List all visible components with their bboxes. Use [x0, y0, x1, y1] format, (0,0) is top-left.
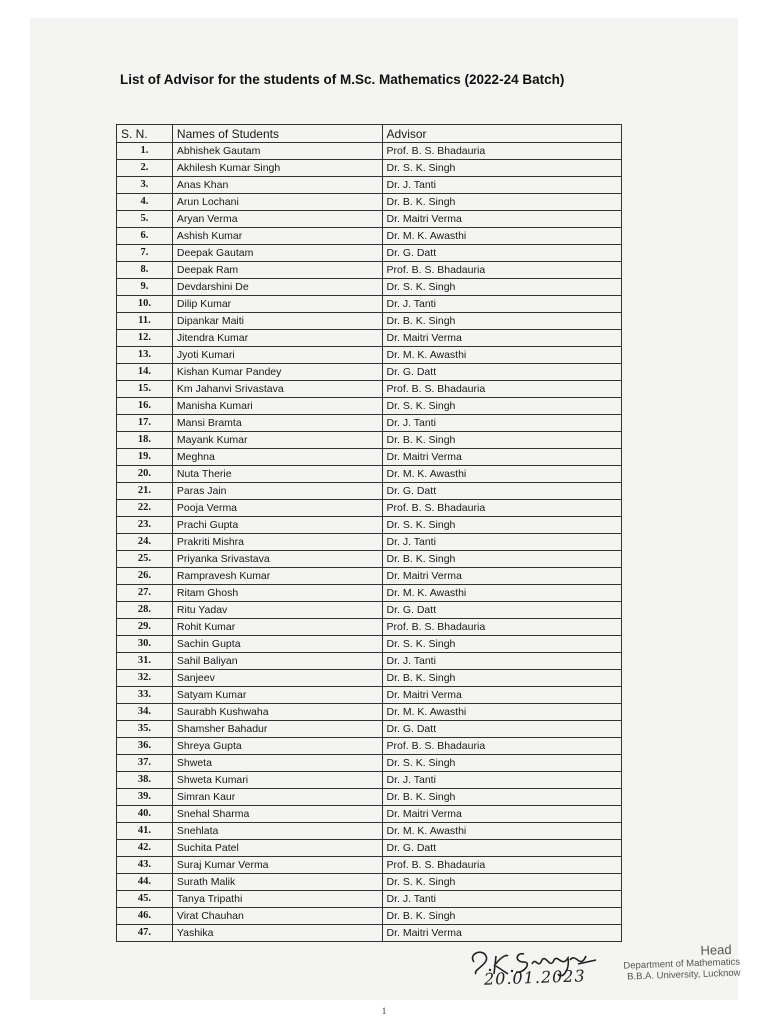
student-name: Saurabh Kushwaha: [172, 704, 382, 721]
student-name: Suraj Kumar Verma: [172, 857, 382, 874]
table-row: [117, 874, 622, 891]
student-name: Ritam Ghosh: [172, 585, 382, 602]
student-name: Suchita Patel: [172, 840, 382, 857]
student-number: 44.: [117, 874, 173, 891]
student-name: Virat Chauhan: [172, 908, 382, 925]
department-stamp: [599, 942, 740, 984]
student-number: 34.: [117, 704, 173, 721]
student-name: Sachin Gupta: [172, 636, 382, 653]
table-row: [117, 211, 622, 228]
advisor-name: Dr. G. Datt: [382, 364, 621, 381]
header-names-of-students: Names of Students: [172, 125, 382, 143]
table-row: [117, 551, 622, 568]
student-name: Sahil Baliyan: [172, 653, 382, 670]
table-row: [117, 466, 622, 483]
student-number: 4.: [117, 194, 173, 211]
table-row: [117, 636, 622, 653]
advisor-name: Dr. Maitri Verma: [382, 330, 621, 347]
student-name: Priyanka Srivastava: [172, 551, 382, 568]
advisor-name: Dr. S. K. Singh: [382, 517, 621, 534]
student-name: Dipankar Maiti: [172, 313, 382, 330]
table-row: [117, 381, 622, 398]
advisor-name: Dr. S. K. Singh: [382, 279, 621, 296]
table-row: [117, 738, 622, 755]
student-number: 10.: [117, 296, 173, 313]
student-number: 20.: [117, 466, 173, 483]
advisor-table: [116, 124, 622, 942]
advisor-name: Dr. J. Tanti: [382, 772, 621, 789]
student-name: Nuta Therie: [172, 466, 382, 483]
advisor-name: Dr. Maitri Verma: [382, 449, 621, 466]
table-row: [117, 534, 622, 551]
student-number: 26.: [117, 568, 173, 585]
student-name: Ashish Kumar: [172, 228, 382, 245]
table-row: [117, 398, 622, 415]
student-name: Deepak Gautam: [172, 245, 382, 262]
table-row: [117, 908, 622, 925]
student-name: Jitendra Kumar: [172, 330, 382, 347]
student-name: Tanya Tripathi: [172, 891, 382, 908]
student-number: 29.: [117, 619, 173, 636]
table-row: [117, 500, 622, 517]
student-name: Km Jahanvi Srivastava: [172, 381, 382, 398]
student-number: 9.: [117, 279, 173, 296]
student-number: 24.: [117, 534, 173, 551]
advisor-name: Dr. M. K. Awasthi: [382, 347, 621, 364]
advisor-name: Dr. S. K. Singh: [382, 755, 621, 772]
student-name: Jyoti Kumari: [172, 347, 382, 364]
advisor-name: Dr. J. Tanti: [382, 534, 621, 551]
advisor-name: Dr. M. K. Awasthi: [382, 466, 621, 483]
table-row: [117, 262, 622, 279]
student-name: Mansi Bramta: [172, 415, 382, 432]
student-name: Pooja Verma: [172, 500, 382, 517]
advisor-name: Prof. B. S. Bhadauria: [382, 738, 621, 755]
student-number: 42.: [117, 840, 173, 857]
student-number: 11.: [117, 313, 173, 330]
student-number: 19.: [117, 449, 173, 466]
student-number: 38.: [117, 772, 173, 789]
advisor-name: Dr. B. K. Singh: [382, 313, 621, 330]
student-number: 14.: [117, 364, 173, 381]
student-name: Shweta Kumari: [172, 772, 382, 789]
student-number: 16.: [117, 398, 173, 415]
table-row: [117, 925, 622, 942]
advisor-name: Dr. J. Tanti: [382, 653, 621, 670]
student-number: 43.: [117, 857, 173, 874]
student-name: Devdarshini De: [172, 279, 382, 296]
table-row: [117, 228, 622, 245]
student-name: Abhishek Gautam: [172, 143, 382, 160]
student-name: Arun Lochani: [172, 194, 382, 211]
student-number: 6.: [117, 228, 173, 245]
student-name: Kishan Kumar Pandey: [172, 364, 382, 381]
student-name: Deepak Ram: [172, 262, 382, 279]
table-row: [117, 857, 622, 874]
advisor-name: Dr. J. Tanti: [382, 177, 621, 194]
table-header-row: [117, 125, 622, 143]
student-name: Mayank Kumar: [172, 432, 382, 449]
student-number: 1.: [117, 143, 173, 160]
table-row: [117, 789, 622, 806]
student-name: Manisha Kumari: [172, 398, 382, 415]
advisor-name: Dr. B. K. Singh: [382, 432, 621, 449]
student-name: Snehlata: [172, 823, 382, 840]
advisor-name: Prof. B. S. Bhadauria: [382, 857, 621, 874]
student-number: 40.: [117, 806, 173, 823]
advisor-name: Dr. B. K. Singh: [382, 789, 621, 806]
student-number: 28.: [117, 602, 173, 619]
header-sn: S. N.: [117, 125, 173, 143]
student-name: Rohit Kumar: [172, 619, 382, 636]
student-number: 37.: [117, 755, 173, 772]
student-name: Shweta: [172, 755, 382, 772]
student-number: 15.: [117, 381, 173, 398]
student-name: Meghna: [172, 449, 382, 466]
advisor-name: Dr. B. K. Singh: [382, 670, 621, 687]
stamp-head: Head: [700, 941, 732, 958]
student-name: Shreya Gupta: [172, 738, 382, 755]
student-name: Ritu Yadav: [172, 602, 382, 619]
student-number: 21.: [117, 483, 173, 500]
table-row: [117, 347, 622, 364]
student-name: Prachi Gupta: [172, 517, 382, 534]
table-row: [117, 296, 622, 313]
student-number: 2.: [117, 160, 173, 177]
advisor-name: Prof. B. S. Bhadauria: [382, 619, 621, 636]
student-name: Yashika: [172, 925, 382, 942]
advisor-name: Dr. Maitri Verma: [382, 211, 621, 228]
student-name: Snehal Sharma: [172, 806, 382, 823]
student-name: Paras Jain: [172, 483, 382, 500]
document-title: List of Advisor for the students of M.Sc. Mathematics (2022-24 Batch): [120, 72, 565, 87]
student-name: Akhilesh Kumar Singh: [172, 160, 382, 177]
student-name: Prakriti Mishra: [172, 534, 382, 551]
advisor-name: Prof. B. S. Bhadauria: [382, 381, 621, 398]
advisor-name: Dr. Maitri Verma: [382, 687, 621, 704]
advisor-name: Dr. G. Datt: [382, 721, 621, 738]
table-row: [117, 177, 622, 194]
student-name: Sanjeev: [172, 670, 382, 687]
advisor-name: Dr. J. Tanti: [382, 891, 621, 908]
advisor-name: Dr. G. Datt: [382, 602, 621, 619]
header-advisor: Advisor: [382, 125, 621, 143]
table-row: [117, 517, 622, 534]
advisor-name: Prof. B. S. Bhadauria: [382, 143, 621, 160]
table-row: [117, 670, 622, 687]
student-name: Rampravesh Kumar: [172, 568, 382, 585]
student-number: 46.: [117, 908, 173, 925]
table-row: [117, 602, 622, 619]
table-row: [117, 585, 622, 602]
student-number: 3.: [117, 177, 173, 194]
student-number: 33.: [117, 687, 173, 704]
advisor-name: Dr. B. K. Singh: [382, 551, 621, 568]
table-row: [117, 568, 622, 585]
student-name: Aryan Verma: [172, 211, 382, 228]
advisor-name: Dr. M. K. Awasthi: [382, 228, 621, 245]
table-row: [117, 245, 622, 262]
table-row: [117, 364, 622, 381]
advisor-name: Dr. M. K. Awasthi: [382, 823, 621, 840]
table-row: [117, 806, 622, 823]
table-row: [117, 160, 622, 177]
student-number: 23.: [117, 517, 173, 534]
student-number: 7.: [117, 245, 173, 262]
student-name: Satyam Kumar: [172, 687, 382, 704]
table-row: [117, 772, 622, 789]
student-number: 36.: [117, 738, 173, 755]
table-row: [117, 891, 622, 908]
advisor-name: Dr. B. K. Singh: [382, 908, 621, 925]
student-number: 17.: [117, 415, 173, 432]
table-row: [117, 823, 622, 840]
student-number: 13.: [117, 347, 173, 364]
table-row: [117, 194, 622, 211]
advisor-name: Dr. S. K. Singh: [382, 398, 621, 415]
student-name: Surath Malik: [172, 874, 382, 891]
advisor-name: Dr. S. K. Singh: [382, 636, 621, 653]
student-number: 35.: [117, 721, 173, 738]
student-number: 18.: [117, 432, 173, 449]
student-number: 12.: [117, 330, 173, 347]
stamp-university: B.B.A. University, Lucknow: [626, 967, 741, 983]
advisor-name: Dr. G. Datt: [382, 245, 621, 262]
advisor-name: Dr. J. Tanti: [382, 415, 621, 432]
student-number: 32.: [117, 670, 173, 687]
student-number: 27.: [117, 585, 173, 602]
advisor-name: Dr. J. Tanti: [382, 296, 621, 313]
advisor-name: Dr. M. K. Awasthi: [382, 585, 621, 602]
student-number: 5.: [117, 211, 173, 228]
table-row: [117, 449, 622, 466]
stamp-department: Department of Mathematics: [623, 956, 741, 972]
table-row: [117, 721, 622, 738]
student-number: 39.: [117, 789, 173, 806]
student-number: 8.: [117, 262, 173, 279]
table-row: [117, 687, 622, 704]
advisor-name: Dr. M. K. Awasthi: [382, 704, 621, 721]
advisor-name: Dr. S. K. Singh: [382, 874, 621, 891]
table-row: [117, 143, 622, 160]
student-number: 22.: [117, 500, 173, 517]
advisor-name: Dr. B. K. Singh: [382, 194, 621, 211]
table-row: [117, 432, 622, 449]
student-name: Anas Khan: [172, 177, 382, 194]
advisor-name: Dr. G. Datt: [382, 840, 621, 857]
advisor-name: Dr. Maitri Verma: [382, 925, 621, 942]
advisor-name: Prof. B. S. Bhadauria: [382, 262, 621, 279]
student-name: Dilip Kumar: [172, 296, 382, 313]
table-row: [117, 653, 622, 670]
student-number: 31.: [117, 653, 173, 670]
advisor-name: Dr. Maitri Verma: [382, 806, 621, 823]
table-row: [117, 840, 622, 857]
table-row: [117, 279, 622, 296]
advisor-name: Dr. S. K. Singh: [382, 160, 621, 177]
advisor-name: Dr. G. Datt: [382, 483, 621, 500]
advisor-name: Dr. Maitri Verma: [382, 568, 621, 585]
advisor-name: Prof. B. S. Bhadauria: [382, 500, 621, 517]
student-number: 45.: [117, 891, 173, 908]
table-row: [117, 330, 622, 347]
table-row: [117, 483, 622, 500]
table-row: [117, 755, 622, 772]
table-row: [117, 619, 622, 636]
table-row: [117, 415, 622, 432]
student-number: 41.: [117, 823, 173, 840]
table-body: [117, 143, 622, 942]
student-number: 30.: [117, 636, 173, 653]
table-row: [117, 313, 622, 330]
page-number: 1: [381, 1006, 387, 1016]
student-number: 25.: [117, 551, 173, 568]
signature-date: 20.01.2023: [483, 966, 586, 989]
table-row: [117, 704, 622, 721]
student-name: Shamsher Bahadur: [172, 721, 382, 738]
student-name: Simran Kaur: [172, 789, 382, 806]
student-number: 47.: [117, 925, 173, 942]
